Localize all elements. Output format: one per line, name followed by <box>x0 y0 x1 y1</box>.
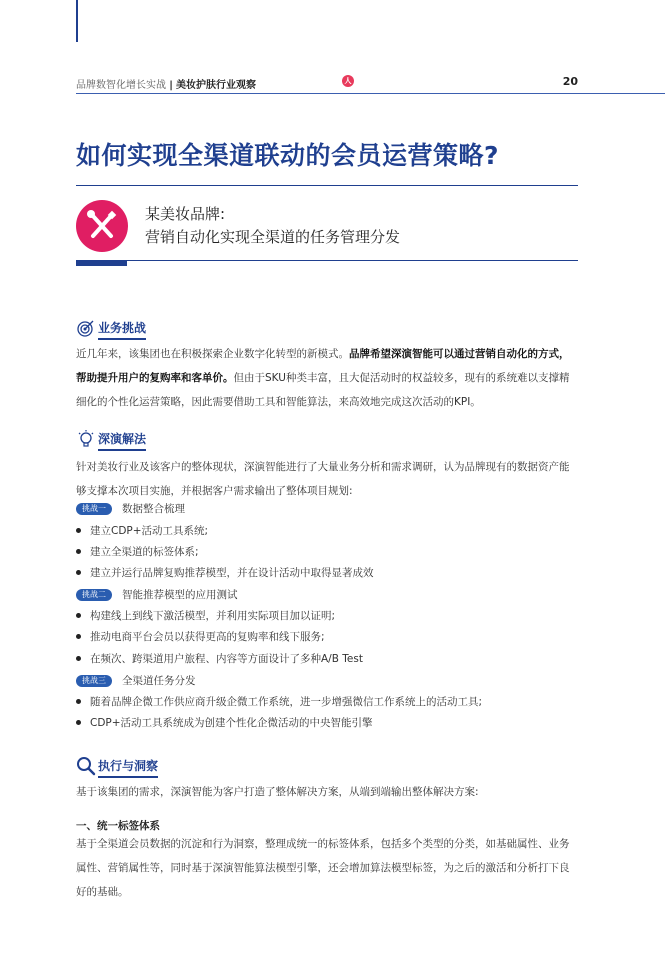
group-heading <box>76 587 238 603</box>
list-item-text: 建立CDP+活动工具系统; <box>90 525 209 537</box>
bullet-dot <box>76 613 81 618</box>
header-subsection: 美妆护肤行业观察 <box>176 80 257 91</box>
running-header <box>76 74 578 90</box>
lightbulb-icon <box>76 429 96 449</box>
bullet-dot <box>76 720 81 725</box>
case-heading <box>145 203 400 249</box>
tools-icon <box>76 200 128 252</box>
list-item <box>76 629 325 644</box>
list-item-text: 建立并运行品牌复购推荐模型，并在设计活动中取得显著成效 <box>90 567 374 579</box>
list-item-text: 建立全渠道的标签体系; <box>90 546 199 558</box>
challenge-text-1: 近几年来，该集团也在积极探索企业数字化转型的新模式。 <box>76 348 349 360</box>
list-item <box>76 523 208 538</box>
bullet-dot <box>76 656 81 661</box>
list-item <box>76 608 335 623</box>
section-label: 执行与洞察 <box>98 757 158 778</box>
list-item <box>76 715 373 730</box>
list-item <box>76 544 199 559</box>
case-line-1: 某美妆品牌: <box>145 205 226 223</box>
magnifier-icon <box>76 756 96 776</box>
target-icon <box>76 318 96 338</box>
list-item <box>76 694 482 709</box>
list-item <box>76 651 363 666</box>
case-rule <box>76 260 578 261</box>
challenge-tag: 挑战一 <box>76 503 112 515</box>
section-label: 深演解法 <box>98 430 146 451</box>
bullet-dot <box>76 549 81 554</box>
breadcrumb: 品牌数智化增长实战 | 美妆护肤行业观察 <box>76 80 257 91</box>
challenge-tag: 挑战二 <box>76 589 112 601</box>
list-item <box>76 565 374 580</box>
challenge-text-bold: 品牌希望深演智能可以通过营销自动化的方式，帮助提升用户的复购率和客单价。 <box>76 348 570 384</box>
insight-subheading: 一、统一标签体系 <box>76 820 160 832</box>
challenge-tag: 挑战三 <box>76 675 112 687</box>
insight-paragraph: 基于全渠道会员数据的沉淀和行为洞察，整理成统一的标签体系，包括多个类型的分类，如基础属性、业务属性、营销属性等，同时基于深演智能算法模型引擎，还会增加算法模型标签，为之后的激活和分析打下良好的基础。 <box>76 838 570 898</box>
bullet-dot <box>76 699 81 704</box>
group-title: 智能推荐模型的应用测试 <box>122 589 238 601</box>
header-rule <box>76 93 665 94</box>
insight-intro: 基于该集团的需求，深演智能为客户打造了整体解决方案，从端到端输出整体解决方案: <box>76 786 479 798</box>
section-label: 业务挑战 <box>98 319 146 340</box>
group-heading <box>76 673 196 689</box>
bullet-dot <box>76 634 81 639</box>
brand-logo-icon: 人 <box>342 75 354 87</box>
header-section: 品牌数智化增长实战 <box>76 80 166 91</box>
group-title: 数据整合梳理 <box>122 503 185 515</box>
list-item-text: 推动电商平台会员以获得更高的复购率和线下服务; <box>90 631 325 643</box>
bullet-dot <box>76 570 81 575</box>
case-accent-bar <box>76 260 127 266</box>
title-rule <box>76 185 578 186</box>
bullet-dot <box>76 528 81 533</box>
solution-intro: 针对美妆行业及该客户的整体现状，深演智能进行了大量业务分析和需求调研，认为品牌现有的数据资产能够支撑本次项目实施，并根据客户需求输出了整体项目规划: <box>76 461 570 497</box>
top-accent-line <box>76 0 78 42</box>
list-item-text: 构建线上到线下激活模型，并利用实际项目加以证明; <box>90 610 336 622</box>
list-item-text: CDP+活动工具系统成为创建个性化企微活动的中央智能引擎 <box>90 717 373 729</box>
list-item-text: 随着品牌企微工作供应商升级企微工作系统，进一步增强微信工作系统上的活动工具; <box>90 696 483 708</box>
case-line-2: 营销自动化实现全渠道的任务管理分发 <box>145 228 401 246</box>
page-number: 20 <box>562 75 578 88</box>
list-item-text: 在频次、跨渠道用户旅程、内容等方面设计了多种A/B Test <box>90 653 363 665</box>
group-title: 全渠道任务分发 <box>122 675 196 687</box>
page-title: 如何实现全渠道联动的会员运营策略? <box>76 141 500 170</box>
challenge-paragraph <box>76 342 578 414</box>
challenge-text-2: 但由于SKU种类丰富，且大促活动时的权益较多，现有的系统难以支撑精细化的个性化运营策略，因此需要借助工具和智能算法，来高效地完成这次活动的KPI。 <box>76 372 570 408</box>
group-heading <box>76 501 185 517</box>
